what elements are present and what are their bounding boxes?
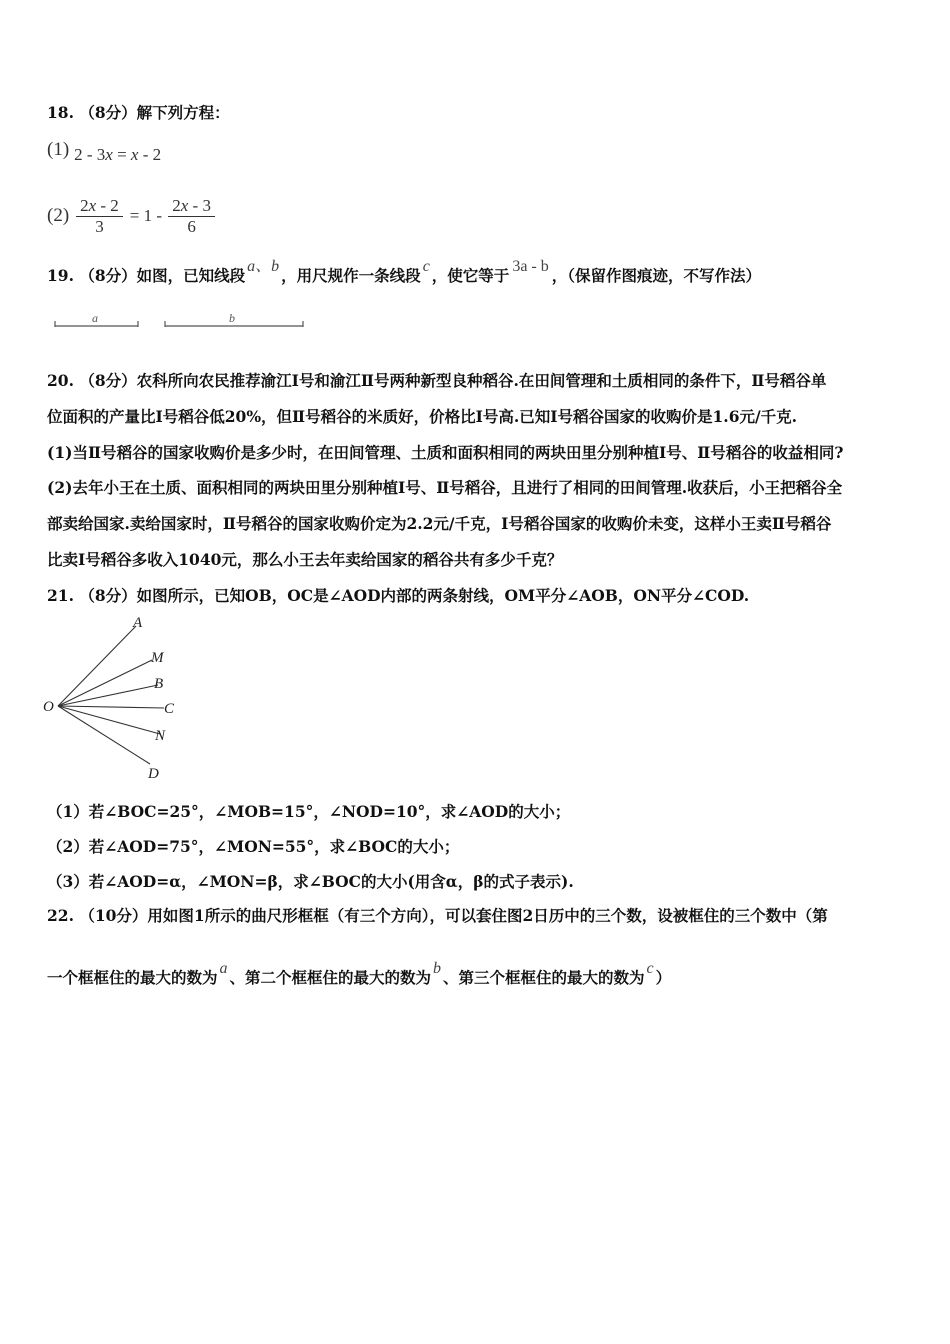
q21-part-3: （3）若∠AOD=α，∠MON=β，求∠BOC的大小(用含α，β的式子表示). xyxy=(47,872,574,891)
frac2-var: x xyxy=(180,195,189,215)
q20-line-5: 部卖给国家.卖给国家时，Ⅱ号稻谷的国家收购价定为2.2元/千克，Ⅰ号稻谷国家的收购价未变，这样小王卖Ⅱ号稻谷 xyxy=(47,514,832,533)
q18-eq1-var: x xyxy=(105,145,113,164)
q18-eq1-lhs: 2 - 3 xyxy=(74,145,106,164)
ray-OD xyxy=(58,706,150,764)
q19-text xyxy=(47,258,910,287)
q18-equation-2 xyxy=(47,192,910,239)
ray-ON xyxy=(58,706,160,734)
q18-eq2-label: (2) xyxy=(47,205,70,226)
q20-line-1: 20. （8分）农科所向农民推荐渝江Ⅰ号和渝江Ⅱ号两种新型良种稻谷.在田间管理和土质相同的条件下，Ⅱ号稻谷单 xyxy=(47,371,827,390)
q18-eq2-fraction-right xyxy=(168,196,215,237)
q19-text-part-4: ，（保留作图痕迹，不写作法） xyxy=(551,266,762,285)
q21-angle-figure xyxy=(40,612,190,787)
q18-eq2-frac2-denominator: 6 xyxy=(187,216,196,236)
q21-part-2: （2）若∠AOD=75°，∠MON=55°，求∠BOC的大小； xyxy=(47,837,460,856)
q18-equation-1 xyxy=(47,139,910,164)
q18-eq2-frac1-numerator xyxy=(76,196,123,217)
q22-var-a: a xyxy=(219,960,228,977)
q22-text-part-3: 、第三个框框住的最大的数为 xyxy=(443,968,645,987)
point-A-label: A xyxy=(133,615,143,631)
q19-text-part-3: ，使它等于 xyxy=(431,266,510,285)
q22-line-1: 22. （10分）用如图1所示的曲尺形框框（有三个方向），可以套住图2日历中的三个数，设被框住的三个数中（第 xyxy=(47,906,828,925)
q20-line-6: 比卖Ⅰ号稻谷多收入1040元，那么小王去年卖给国家的稻谷共有多少千克？ xyxy=(47,550,563,569)
ray-OB xyxy=(58,685,158,706)
point-M-label: M xyxy=(151,650,164,666)
q22-var-b: b xyxy=(433,960,442,977)
q19-expression: 3a - b xyxy=(512,258,549,275)
point-N-label: N xyxy=(155,728,166,744)
q22-text-part-2: 、第二个框框住的最大的数为 xyxy=(229,968,432,987)
ray-OM xyxy=(58,660,152,706)
segment-a-label: a xyxy=(92,311,98,325)
frac1-const: - 2 xyxy=(96,195,119,215)
q18-eq1-var-2: x xyxy=(130,145,139,164)
frac2-const: - 3 xyxy=(188,195,211,215)
q18-eq1-equals: = xyxy=(112,145,131,164)
point-C-label: C xyxy=(164,701,175,717)
q21-part-1: （1）若∠BOC=25°，∠MOB=15°，∠NOD=10°，求∠AOD的大小； xyxy=(47,802,571,821)
frac1-var: x xyxy=(88,195,97,215)
q19-segments-ab: a、b xyxy=(247,258,280,275)
q22-var-c: c xyxy=(646,960,654,977)
q21-header: 21. （8分）如图所示，已知OB，OC是∠AOD内部的两条射线，OM平分∠AOB，ON平分∠COD. xyxy=(47,586,750,605)
q18-eq2-equals: = 1 - xyxy=(129,206,167,225)
point-O-label: O xyxy=(43,699,54,715)
q18-eq1-label: (1) xyxy=(47,139,70,160)
q22-line-2 xyxy=(47,960,910,989)
point-D-label: D xyxy=(148,766,159,782)
q22-text-part-4: ） xyxy=(655,968,672,987)
q20-part-1: (1)当Ⅱ号稻谷的国家收购价是多少时，在田间管理、土质和面积相同的两块田里分别种植Ⅰ号、Ⅱ号稻谷的收益相同? xyxy=(47,443,844,462)
q18-eq2-frac1-denominator: 3 xyxy=(95,216,104,236)
segment-b-label: b xyxy=(229,311,235,325)
q19-text-part-2: ，用尺规作一条线段 xyxy=(281,266,421,285)
q19-text-part-1: 19. （8分）如图，已知线段 xyxy=(47,266,246,285)
q18-eq1-rhs: - 2 xyxy=(138,145,162,164)
q22-text-part-1: 一个框框住的最大的数为 xyxy=(47,968,218,987)
ray-OA xyxy=(58,626,136,706)
q20-line-2: 位面积的产量比Ⅰ号稻谷低20%，但Ⅱ号稻谷的米质好，价格比Ⅰ号高.已知Ⅰ号稻谷国家的收购价是1.6元/千克. xyxy=(47,407,798,426)
q18-eq1-body xyxy=(74,145,161,164)
frac1-coef: 2 xyxy=(80,195,89,215)
q18-eq2-fraction-left xyxy=(76,196,123,237)
q19-segment-c: c xyxy=(422,258,430,275)
q20-part-2: (2)去年小王在土质、面积相同的两块田里分别种植Ⅰ号、Ⅱ号稻谷，且进行了相同的田间管理.收获后，小王把稻谷全 xyxy=(47,478,843,497)
q18-eq2-frac2-numerator xyxy=(168,196,215,217)
point-B-label: B xyxy=(154,676,164,692)
frac2-coef: 2 xyxy=(172,195,181,215)
q19-segment-figure xyxy=(50,308,310,338)
ray-OC xyxy=(58,706,164,708)
q18-header: 18. （8分）解下列方程： xyxy=(47,103,230,122)
